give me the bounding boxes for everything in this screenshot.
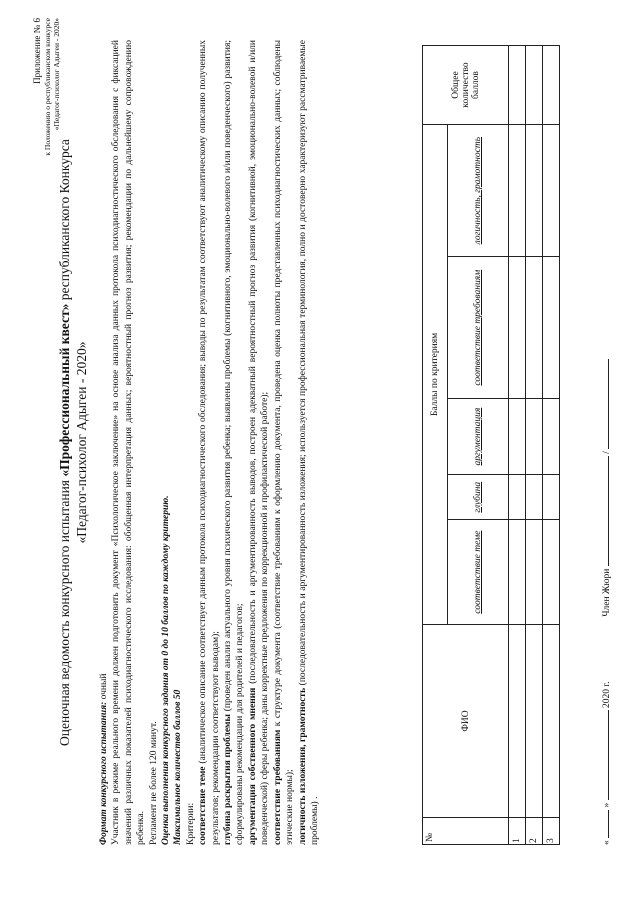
score-cell[interactable] [526,520,543,625]
score-cell[interactable] [543,125,560,257]
title-post: республиканского Конкурса [57,139,72,304]
max-score-text: Максимальное количество баллов 50 [173,689,184,845]
score-cell[interactable] [526,399,543,475]
appendix-ref: к Положению о республиканском конкурсе [43,18,52,156]
fio-cell[interactable] [526,625,543,818]
criteria-header: Баллы по критериям [423,125,448,625]
appendix-contest: «Педагог-психолог Адыгеи - 2020» [52,18,61,131]
subheader-depth: глубина [448,475,509,520]
title-line2: «Педагог-психолог Адыгеи - 2020» [74,341,89,544]
criterion-text: (проведен анализ актуального уровня психического развития ребенка; выявлены проблемы (когнитивного, эмоционально-волевого и/или поведенческого) развития; сформулированы рекомендации для родителей и педагогов; [223,40,246,845]
criteria-label: Критерии: [185,802,196,845]
document-title [56,40,90,845]
signature-line [598,359,612,845]
reglament-text: Регламент не более 120 минут. [148,721,159,845]
subheader-argument: аргументация [448,399,509,475]
row-number: 2 [526,818,543,845]
score-cell[interactable] [526,257,543,399]
format-label: Формат конкурсного испытания: [99,701,109,845]
score-table [422,45,560,845]
score-cell[interactable] [543,399,560,475]
num-header: № [423,818,509,845]
title-bold: «Профессиональный квест» [57,303,72,477]
criterion-text: (последовательность и аргументированность изложения; используется профессиональная терминология, полно и достоверно характеризуют рассматриваемые проблемы) . [297,40,320,845]
table-row [509,46,526,845]
fio-cell[interactable] [543,625,560,818]
criterion-item [222,40,247,845]
criterion-name: соответствие требованиям [272,729,283,845]
total-header: Общее количество баллов [423,46,509,125]
criterion-item [197,40,222,845]
score-cell[interactable] [509,520,526,625]
criterion-item [297,40,322,845]
score-cell[interactable] [543,475,560,520]
total-cell[interactable] [509,46,526,125]
row-number: 1 [509,818,526,845]
score-cell[interactable] [509,399,526,475]
total-cell[interactable] [526,46,543,125]
date-close-quote: » [602,802,612,808]
subheader-theme: соответствие теме [448,520,509,625]
criterion-text: (последовательность и аргументированность выводов, построен адекватный вероятностный прогноз развития (когнитивной, эмоционально-волевой и/или поведенческой) сферы ребенка; даны корректные предложения по коррекционной и профилактической работе); [247,40,271,845]
evaluation-text: Оценка выполнения конкурсного задания от 0 до 10 баллов по каждому критерию. [161,495,172,845]
score-cell[interactable] [509,125,526,257]
score-cell[interactable] [526,125,543,257]
jury-signature-blank[interactable] [598,456,609,566]
table-row [526,46,543,845]
date-open-quote: « [602,840,612,845]
criterion-text: к структуре документа (соответствие требованиям к оформлению документа, проведена оценка полноты представленных психодиагностических данных; соблюдены этические нормы); [272,40,296,845]
jury-name-blank[interactable] [598,359,609,449]
format-value: очный [99,673,109,702]
subheader-requirements: соответствие требованиям [448,257,509,399]
score-cell[interactable] [526,475,543,520]
criterion-text: (аналитическое описание соответствует данным протокола психодиагностического обследования; выводы по результатам соответствуют аналитическому описанию полученных результатов; рекомендации соответствуют выводам); [198,40,221,845]
table-row [543,46,560,845]
day-blank[interactable] [598,810,609,838]
criterion-name: соответствие теме [198,766,209,845]
year-text: 2020 г. [602,681,612,708]
month-blank[interactable] [598,710,609,800]
score-cell[interactable] [543,257,560,399]
appendix-number: Приложение № 6 [32,18,42,84]
jury-label: Член Жюри [602,568,612,617]
fio-cell[interactable] [509,625,526,818]
score-cell[interactable] [543,520,560,625]
criterion-name: глубина раскрытия проблемы [223,714,234,845]
score-cell[interactable] [509,257,526,399]
row-number: 3 [543,818,560,845]
task-description: Участник в режиме реального времени должен подготовить документ «Психологическое заключение» на основе анализа данных протокола психодиагностического обследования с фиксацией значений различных показателей психодиагностического исследования: обобщенная интерпретация данных; вероятностный прогноз развития; рекомендации по дальнейшему сопровождению ребенка. [111,40,147,845]
slash-text: / [602,451,612,454]
fio-header: ФИО [423,625,509,818]
criterion-name: аргументация собственного мнения [247,687,258,845]
criterion-name: логичность изложения, грамотность [297,687,308,845]
document-body [98,40,321,845]
score-cell[interactable] [509,475,526,520]
total-cell[interactable] [543,46,560,125]
criterion-item [272,40,297,845]
subheader-logic: логичность, грамотность [448,125,509,257]
title-pre: Оценочная ведомость конкурсного испытания [57,476,72,746]
criterion-item [247,40,272,845]
